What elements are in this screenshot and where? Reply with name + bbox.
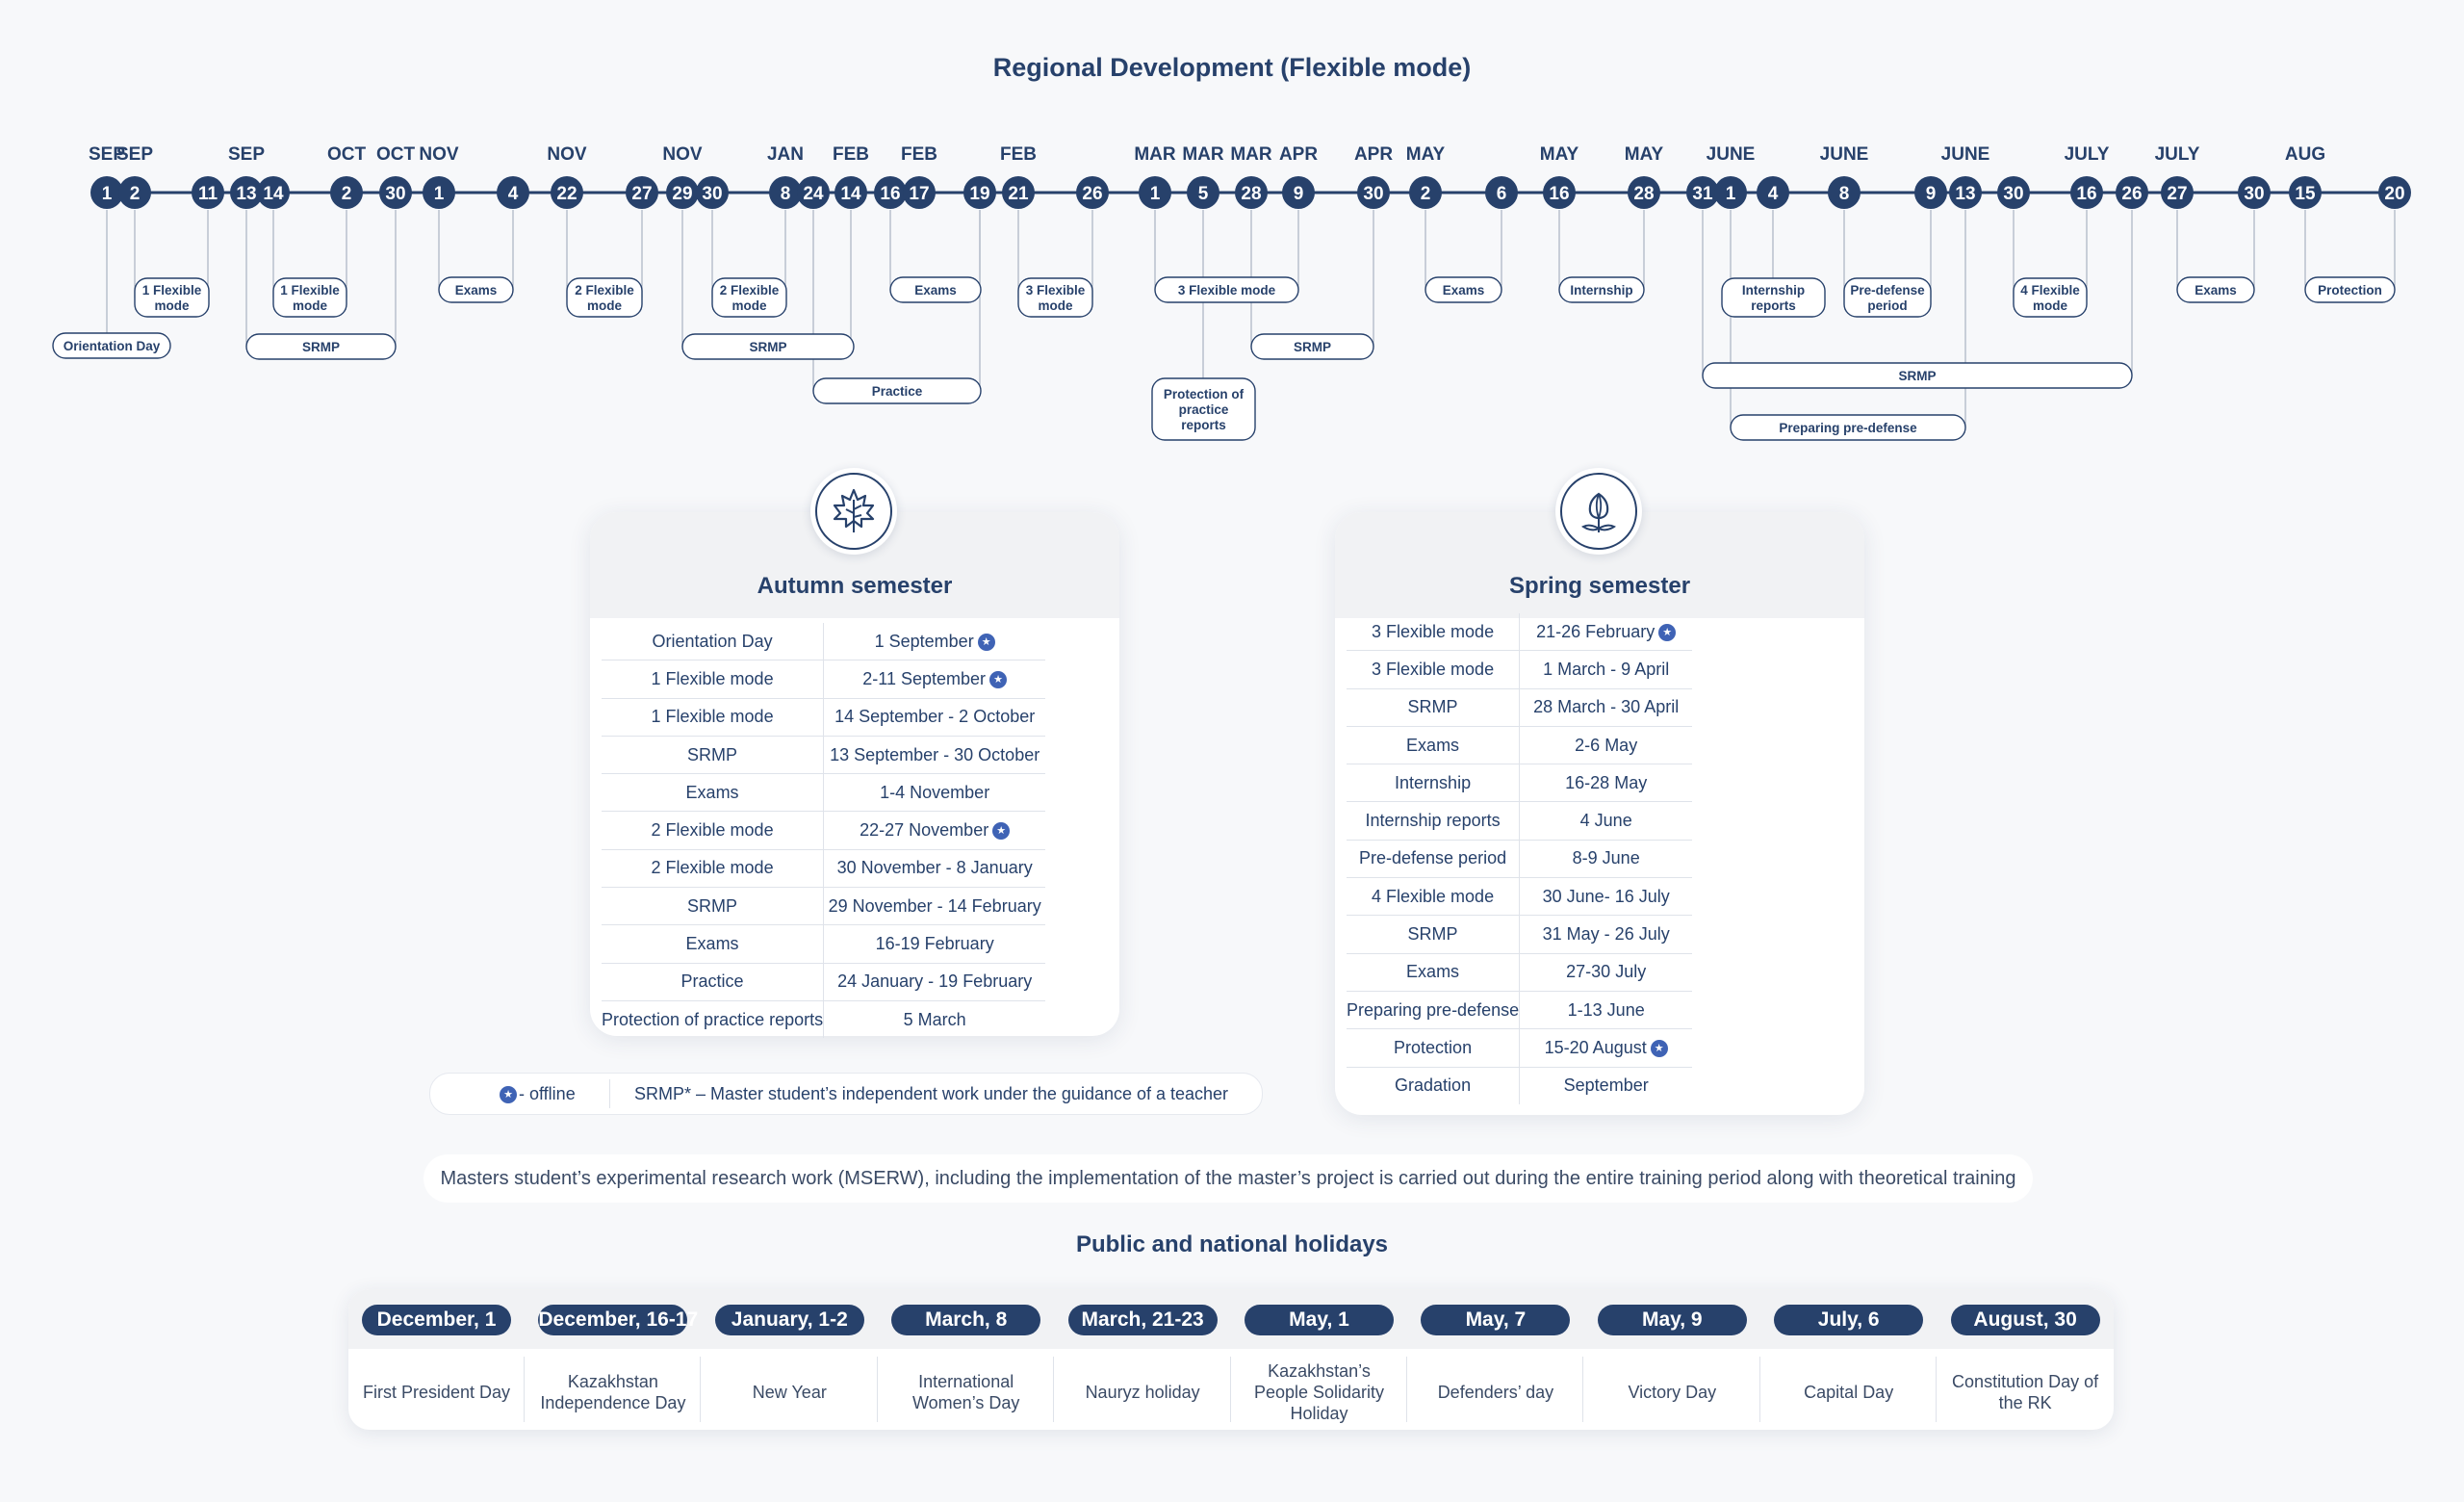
timeline-month-label: JUNE — [1940, 144, 1990, 165]
holiday-name: Nauryz holiday — [1085, 1383, 1200, 1402]
svg-text:Exams: Exams — [1442, 283, 1485, 298]
event-cell: Preparing pre-defense — [1347, 991, 1520, 1028]
svg-text:Internship: Internship — [1570, 283, 1633, 298]
timeline-month-label: APR — [1278, 144, 1319, 165]
event-cell: Exams — [1347, 953, 1520, 991]
timeline-event-label — [2014, 278, 2087, 317]
holiday-date: August, 30 — [1951, 1305, 2100, 1335]
timeline-day-label: 26 — [1082, 184, 1103, 204]
table-row — [1347, 802, 1692, 840]
holiday-date: March, 8 — [891, 1305, 1040, 1335]
date-cell: 4 June — [1520, 802, 1693, 840]
holiday-name: Victory Day — [1628, 1383, 1717, 1402]
svg-text:1 Flexiblemode: 1 Flexible mode — [141, 283, 202, 313]
offline-star-icon: ★ — [1658, 624, 1676, 641]
date-cell: 8-9 June — [1520, 840, 1693, 877]
timeline-day-label: 30 — [385, 184, 406, 204]
timeline-event-label — [813, 378, 981, 403]
date-cell: 13 September - 30 October — [824, 736, 1046, 773]
date-cell: 30 November - 8 January — [824, 849, 1046, 887]
table-row — [602, 623, 1045, 660]
timeline-day-label: 28 — [1241, 184, 1262, 204]
table-row — [1347, 726, 1692, 764]
svg-text:SRMP: SRMP — [301, 340, 341, 354]
holiday-date: July, 6 — [1774, 1305, 1923, 1335]
holiday-item — [702, 1289, 878, 1430]
table-row — [602, 849, 1045, 887]
timeline-month-label: AUG — [2284, 144, 2326, 165]
spring-schedule-table — [1347, 613, 1692, 1104]
timeline-month-label: MAR — [1182, 144, 1224, 165]
event-cell: Exams — [602, 774, 824, 812]
timeline-day-label: 6 — [1496, 184, 1507, 204]
svg-text:SRMP: SRMP — [1293, 340, 1332, 354]
svg-text:Orientation Day: Orientation Day — [63, 339, 161, 353]
table-row — [1347, 651, 1692, 688]
table-row — [1347, 613, 1692, 651]
timeline-event-label — [1425, 277, 1502, 302]
timeline-day-label: 27 — [631, 184, 653, 204]
svg-text:SRMP: SRMP — [1898, 369, 1937, 383]
event-cell: Protection — [1347, 1029, 1520, 1067]
autumn-schedule-table — [602, 623, 1045, 1038]
date-cell: 24 January - 19 February — [824, 963, 1046, 1000]
timeline-event-label — [712, 278, 786, 317]
timeline-event-label — [439, 277, 513, 302]
event-cell: SRMP — [602, 888, 824, 925]
timeline-event-label — [1703, 363, 2132, 388]
svg-text:Pre-defenseperiod: Pre-defense period — [1850, 283, 1925, 313]
timeline-day-label: 24 — [803, 184, 824, 204]
timeline-event-label — [2305, 277, 2395, 302]
date-cell: 16-28 May — [1520, 764, 1693, 802]
event-cell: Exams — [1347, 726, 1520, 764]
timeline-day-label: 17 — [909, 184, 930, 204]
svg-text:Exams: Exams — [454, 283, 498, 298]
timeline-day-label: 16 — [1549, 184, 1570, 204]
svg-text:Internshipreports: Internship reports — [1741, 283, 1806, 313]
timeline-event-label — [567, 278, 642, 317]
event-cell: Exams — [602, 925, 824, 963]
date-cell: 28 March - 30 April — [1520, 688, 1693, 726]
spring-semester-title: Spring semester — [1508, 573, 1691, 599]
table-row — [602, 774, 1045, 812]
timeline-day-label: 4 — [507, 184, 519, 204]
holidays-card — [348, 1289, 2114, 1430]
table-row — [602, 925, 1045, 963]
event-cell: Practice — [602, 963, 824, 1000]
timeline-event-label — [682, 334, 854, 359]
timeline-day-label: 30 — [2003, 184, 2024, 204]
timeline-event-label — [1251, 334, 1373, 359]
timeline-month-label: SEP — [116, 144, 154, 165]
timeline-event-label — [135, 278, 209, 317]
event-cell: 3 Flexible mode — [1347, 651, 1520, 688]
holidays-title: Public and national holidays — [1075, 1231, 1389, 1257]
timeline-month-label: JUNE — [1706, 144, 1756, 165]
holiday-date: January, 1-2 — [715, 1305, 864, 1335]
timeline-day-label: 16 — [880, 184, 901, 204]
svg-text:Practice: Practice — [871, 384, 923, 399]
svg-text:Protection: Protection — [2318, 283, 2382, 298]
holiday-date: December, 1 — [362, 1305, 511, 1335]
event-cell: Pre-defense period — [1347, 840, 1520, 877]
timeline-day-label: 2 — [1420, 184, 1431, 204]
svg-text:1 Flexiblemode: 1 Flexible mode — [280, 283, 340, 313]
timeline-day-label: 31 — [1692, 184, 1713, 204]
timeline-month-label: OCT — [326, 144, 367, 165]
event-cell: 1 Flexible mode — [602, 660, 824, 698]
table-row — [1347, 878, 1692, 916]
timeline-day-label: 13 — [1955, 184, 1976, 204]
svg-text:2 Flexiblemode: 2 Flexible mode — [575, 283, 634, 313]
timeline-day-label: 29 — [672, 184, 693, 204]
timeline-month-label: JUNE — [1819, 144, 1869, 165]
event-cell: 2 Flexible mode — [602, 849, 824, 887]
table-row — [602, 1000, 1045, 1038]
table-row — [1347, 991, 1692, 1028]
timeline-month-label: MAY — [1405, 144, 1446, 165]
legend-srmp: SRMP* – Master student’s independent work under the guidance of a teacher — [634, 1084, 1229, 1103]
date-cell: 21-26 February ★ — [1520, 613, 1693, 651]
page-title: Regional Development (Flexible mode) — [992, 53, 1472, 82]
table-row — [1347, 1067, 1692, 1104]
svg-text:Exams: Exams — [914, 283, 957, 298]
holiday-item — [1938, 1289, 2114, 1430]
timeline-day-label: 28 — [1633, 184, 1655, 204]
timeline-day-label: 20 — [2384, 184, 2405, 204]
holiday-name: Constitution Day of the RK — [1952, 1372, 2099, 1412]
timeline-event-label — [890, 277, 981, 302]
holiday-item — [1407, 1289, 1583, 1430]
timeline-day-label: 14 — [840, 184, 861, 204]
svg-text:3 Flexible mode: 3 Flexible mode — [1177, 283, 1276, 298]
autumn-semester-title: Autumn semester — [757, 573, 953, 599]
holiday-name: First President Day — [362, 1383, 511, 1402]
svg-text:Exams: Exams — [2194, 283, 2237, 298]
timeline-day-label: 1 — [1725, 184, 1736, 204]
timeline-day-label: 2 — [341, 184, 352, 204]
event-cell: Protection of practice reports — [602, 1000, 824, 1038]
date-cell: 29 November - 14 February — [824, 888, 1046, 925]
timeline-event-label — [246, 334, 396, 359]
timeline-event-label — [1152, 378, 1255, 440]
date-cell: 5 March — [903, 1009, 966, 1029]
timeline-month-label: JULY — [2064, 144, 2110, 165]
event-cell: Internship — [1347, 764, 1520, 802]
holiday-date: December, 16-17 — [538, 1305, 687, 1335]
table-row — [602, 812, 1045, 849]
table-row — [1347, 916, 1692, 953]
legend — [429, 1073, 1263, 1115]
holiday-item — [1584, 1289, 1760, 1430]
offline-star-icon: ★ — [989, 671, 1007, 688]
date-cell: 1 September ★ — [824, 623, 1046, 660]
holiday-name: International Women’s Day — [912, 1372, 1020, 1412]
table-row — [602, 660, 1045, 698]
timeline-month-label: SEP — [88, 144, 126, 165]
holiday-item — [1055, 1289, 1231, 1430]
timeline-month-label: NOV — [419, 144, 459, 165]
spring-semester-card — [1335, 512, 1864, 1115]
timeline-event-label — [1559, 277, 1644, 302]
date-cell: September — [1563, 1075, 1649, 1096]
timeline-day-label: 4 — [1767, 184, 1779, 204]
svg-text:4 Flexiblemode: 4 Flexible mode — [2020, 283, 2080, 313]
timeline-month-label: MAR — [1230, 144, 1272, 165]
timeline-day-label: 8 — [780, 184, 791, 204]
date-cell: 22-27 November ★ — [824, 812, 1046, 849]
timeline-day-label: 21 — [1008, 184, 1029, 204]
timeline-day-label: 9 — [1925, 184, 1937, 204]
event-cell: SRMP — [1347, 688, 1520, 726]
table-row — [1347, 1029, 1692, 1067]
timeline-event-label — [1155, 277, 1298, 302]
holiday-name: Capital Day — [1804, 1383, 1894, 1402]
timeline-day-label: 1 — [1149, 184, 1161, 204]
holiday-item — [1760, 1289, 1937, 1430]
table-row — [1347, 840, 1692, 877]
date-cell: 1 March - 9 April — [1520, 651, 1693, 688]
timeline-month-label: SEP — [227, 144, 266, 165]
timeline-month-label: NOV — [547, 144, 587, 165]
timeline-day-label: 22 — [556, 184, 578, 204]
svg-text:Preparing pre-defense: Preparing pre-defense — [1779, 421, 1917, 435]
holiday-date: May, 9 — [1598, 1305, 1747, 1335]
timeline-day-label: 1 — [433, 184, 445, 204]
timeline-month-label: FEB — [833, 144, 869, 165]
timeline-day-label: 13 — [236, 184, 257, 204]
svg-text:2 Flexiblemode: 2 Flexible mode — [719, 283, 780, 313]
timeline-month-label: JULY — [2154, 144, 2200, 165]
holiday-name: New Year — [752, 1383, 827, 1402]
holiday-date: May, 7 — [1421, 1305, 1570, 1335]
maple-leaf-icon — [810, 468, 897, 555]
timeline-month-label: MAR — [1134, 144, 1176, 165]
timeline-day-label: 16 — [2076, 184, 2097, 204]
timeline-month-label: MAY — [1539, 144, 1579, 165]
event-cell: Orientation Day — [602, 623, 824, 660]
event-cell: Gradation — [1347, 1067, 1520, 1104]
autumn-semester-card — [590, 512, 1119, 1036]
timeline-event-label — [273, 278, 346, 317]
timeline-month-label: NOV — [662, 144, 703, 165]
timeline-month-label: APR — [1353, 144, 1394, 165]
timeline-day-label: 30 — [2244, 184, 2265, 204]
date-cell: 1-4 November — [824, 774, 1046, 812]
event-cell: SRMP — [1347, 916, 1520, 953]
timeline-day-label: 19 — [969, 184, 990, 204]
table-row — [602, 963, 1045, 1000]
timeline-day-label: 5 — [1197, 184, 1209, 204]
timeline-day-label: 15 — [2295, 184, 2316, 204]
holiday-name: Kazakhstan Independence Day — [540, 1372, 686, 1412]
timeline-day-label: 9 — [1293, 184, 1304, 204]
date-cell: 27-30 July — [1520, 953, 1693, 991]
holiday-item — [878, 1289, 1054, 1430]
holiday-item — [348, 1289, 525, 1430]
timeline-day-label: 26 — [2121, 184, 2143, 204]
star-icon: ★ — [500, 1086, 517, 1103]
event-cell: 2 Flexible mode — [602, 812, 824, 849]
svg-text:Protection ofpracticereports: Protection of practice reports — [1163, 387, 1245, 432]
timeline-month-label: MAY — [1624, 144, 1664, 165]
timeline-day-label: 14 — [263, 184, 284, 204]
offline-star-icon: ★ — [978, 634, 995, 651]
mserw-note: Masters student’s experimental research work (MSERW), including the implementation of the master’s project is carried out during the entire training period along with theoretical training — [424, 1154, 2033, 1203]
event-cell: 3 Flexible mode — [1347, 613, 1520, 651]
holiday-date: May, 1 — [1245, 1305, 1394, 1335]
holiday-item — [1231, 1289, 1407, 1430]
date-cell: 2-6 May — [1520, 726, 1693, 764]
svg-text:3 Flexiblemode: 3 Flexible mode — [1025, 283, 1086, 313]
date-cell: 31 May - 26 July — [1520, 916, 1693, 953]
timeline-event-label — [1844, 278, 1931, 317]
timeline-event-label — [1731, 415, 1965, 440]
timeline-day-label: 30 — [702, 184, 723, 204]
timeline-day-label: 1 — [101, 184, 113, 204]
table-row — [602, 736, 1045, 773]
date-cell: 15-20 August ★ — [1520, 1029, 1693, 1067]
date-cell: 30 June- 16 July — [1520, 878, 1693, 916]
timeline-month-label: JAN — [766, 144, 805, 165]
table-row — [1347, 688, 1692, 726]
date-cell: 14 September - 2 October — [824, 698, 1046, 736]
date-cell: 16-19 February — [824, 925, 1046, 963]
table-row — [602, 698, 1045, 736]
date-cell: 1-13 June — [1520, 991, 1693, 1028]
date-cell: 2-11 September ★ — [824, 660, 1046, 698]
holiday-date: March, 21-23 — [1068, 1305, 1218, 1335]
svg-text:SRMP: SRMP — [749, 340, 787, 354]
event-cell: SRMP — [602, 736, 824, 773]
holiday-item — [525, 1289, 701, 1430]
tulip-icon — [1555, 468, 1642, 555]
table-row — [1347, 764, 1692, 802]
timeline-month-label: OCT — [375, 144, 416, 165]
table-row — [1347, 953, 1692, 991]
holiday-name: Kazakhstan’s People Solidarity Holiday — [1253, 1361, 1385, 1423]
event-cell: 1 Flexible mode — [602, 698, 824, 736]
holiday-name: Defenders’ day — [1437, 1383, 1554, 1402]
timeline-month-label: FEB — [901, 144, 937, 165]
event-cell: Internship reports — [1347, 802, 1520, 840]
table-row — [602, 888, 1045, 925]
timeline-day-label: 11 — [197, 184, 218, 204]
timeline-day-label: 27 — [2167, 184, 2188, 204]
legend-offline: ★ - offline — [500, 1084, 576, 1104]
timeline — [0, 0, 2464, 462]
timeline-event-label — [53, 333, 170, 358]
timeline-day-label: 8 — [1838, 184, 1850, 204]
timeline-event-label — [1018, 278, 1092, 317]
event-cell: 4 Flexible mode — [1347, 878, 1520, 916]
timeline-day-label: 2 — [129, 184, 141, 204]
timeline-event-label — [1722, 278, 1825, 317]
offline-star-icon: ★ — [1651, 1040, 1668, 1057]
offline-star-icon: ★ — [992, 822, 1010, 840]
timeline-event-label — [2177, 277, 2254, 302]
timeline-month-label: FEB — [1000, 144, 1037, 165]
timeline-day-label: 30 — [1363, 184, 1384, 204]
